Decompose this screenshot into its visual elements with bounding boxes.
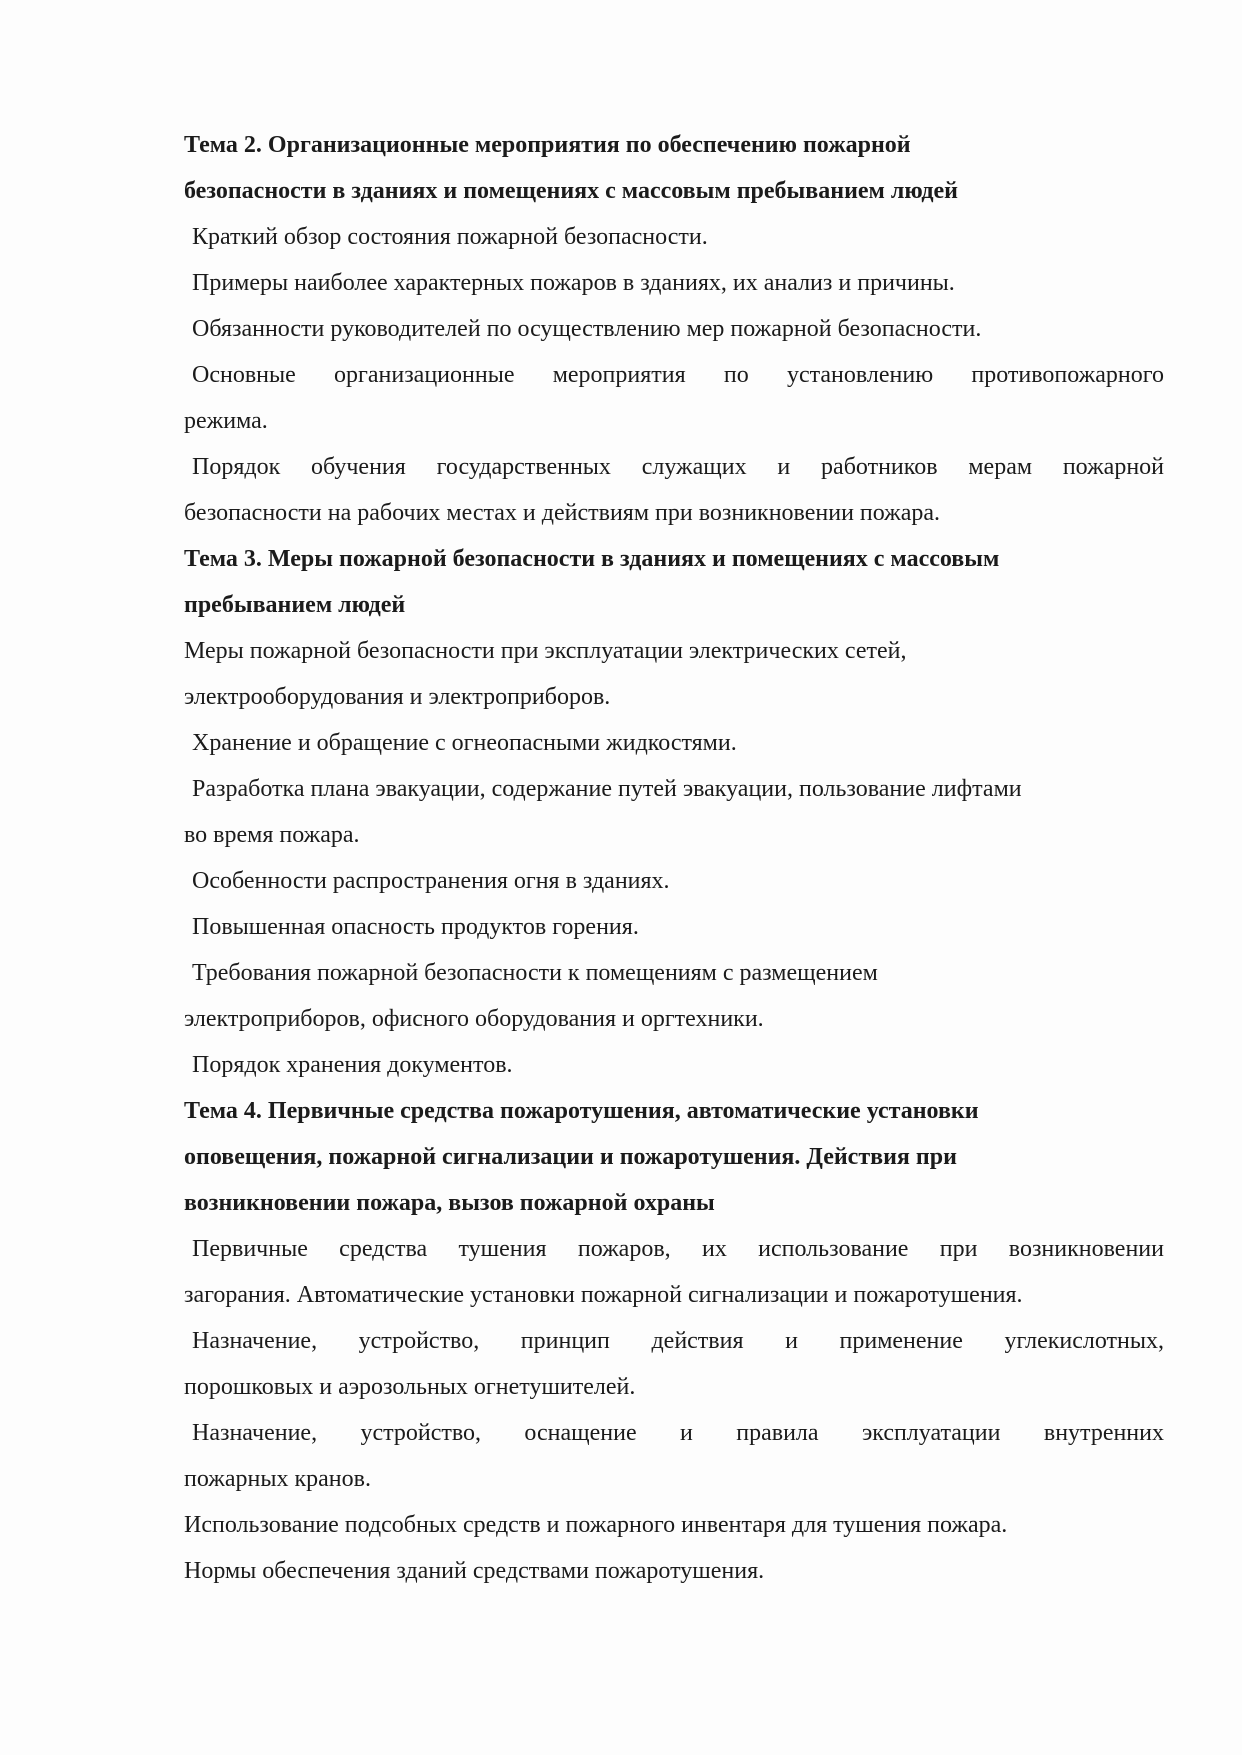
paragraph-line: режима. bbox=[184, 408, 268, 434]
paragraph-line: Меры пожарной безопасности при эксплуатации электрических сетей, bbox=[184, 638, 907, 664]
paragraph-line: Порядок обучения государственных служащих и работников мерам пожарной bbox=[192, 454, 1164, 480]
heading-line: оповещения, пожарной сигнализации и пожаротушения. Действия при bbox=[184, 1144, 957, 1170]
topic-3-heading bbox=[184, 536, 1164, 628]
paragraph-line: Назначение, устройство, оснащение и правила эксплуатации внутренних bbox=[192, 1420, 1164, 1446]
paragraph-line: Порядок хранения документов. bbox=[192, 1052, 513, 1078]
document-body bbox=[184, 122, 1164, 1594]
paragraph-line: порошковых и аэрозольных огнетушителей. bbox=[184, 1374, 636, 1400]
heading-line: Тема 4. Первичные средства пожаротушения, автоматические установки bbox=[184, 1098, 979, 1124]
paragraph-line: электрооборудования и электроприборов. bbox=[184, 684, 611, 710]
paragraph-line: Особенности распространения огня в зданиях. bbox=[192, 868, 670, 894]
heading-line: безопасности в зданиях и помещениях с массовым пребыванием людей bbox=[184, 178, 958, 204]
paragraph-line: Требования пожарной безопасности к помещениям с размещением bbox=[192, 960, 878, 986]
paragraph-line: Первичные средства тушения пожаров, их использование при возникновении bbox=[192, 1236, 1164, 1262]
paragraph-line: загорания. Автоматические установки пожарной сигнализации и пожаротушения. bbox=[184, 1282, 1023, 1308]
paragraph-line: во время пожара. bbox=[184, 822, 360, 848]
paragraph-line: Повышенная опасность продуктов горения. bbox=[192, 914, 639, 940]
heading-line: возникновении пожара, вызов пожарной охраны bbox=[184, 1190, 715, 1216]
paragraph-line: электроприборов, офисного оборудования и оргтехники. bbox=[184, 1006, 764, 1032]
heading-line: пребыванием людей bbox=[184, 592, 406, 618]
topic-2-heading bbox=[184, 122, 1164, 214]
paragraph-line: Примеры наиболее характерных пожаров в зданиях, их анализ и причины. bbox=[192, 270, 955, 296]
heading-line: Тема 2. Организационные мероприятия по обеспечению пожарной bbox=[184, 132, 911, 158]
paragraph-line: Хранение и обращение с огнеопасными жидкостями. bbox=[192, 730, 737, 756]
paragraph-line: пожарных кранов. bbox=[184, 1466, 371, 1492]
paragraph-line: Нормы обеспечения зданий средствами пожаротушения. bbox=[184, 1558, 765, 1584]
heading-line: Тема 3. Меры пожарной безопасности в зданиях и помещениях с массовым bbox=[184, 546, 1000, 572]
paragraph-line: Разработка плана эвакуации, содержание путей эвакуации, пользование лифтами bbox=[192, 776, 1022, 802]
paragraph-line: Использование подсобных средств и пожарного инвентаря для тушения пожара. bbox=[184, 1512, 1008, 1538]
topic-2-section bbox=[184, 122, 1164, 536]
paragraph-line: Краткий обзор состояния пожарной безопасности. bbox=[192, 224, 708, 250]
paragraph-line: Обязанности руководителей по осуществлению мер пожарной безопасности. bbox=[192, 316, 982, 342]
paragraph-line: безопасности на рабочих местах и действиям при возникновении пожара. bbox=[184, 500, 941, 526]
paragraph-line: Назначение, устройство, принцип действия и применение углекислотных, bbox=[192, 1328, 1164, 1354]
topic-4-heading bbox=[184, 1088, 1164, 1226]
paragraph-line: Основные организационные мероприятия по установлению противопожарного bbox=[192, 362, 1164, 388]
topic-3-section bbox=[184, 536, 1164, 1088]
topic-4-section bbox=[184, 1088, 1164, 1594]
